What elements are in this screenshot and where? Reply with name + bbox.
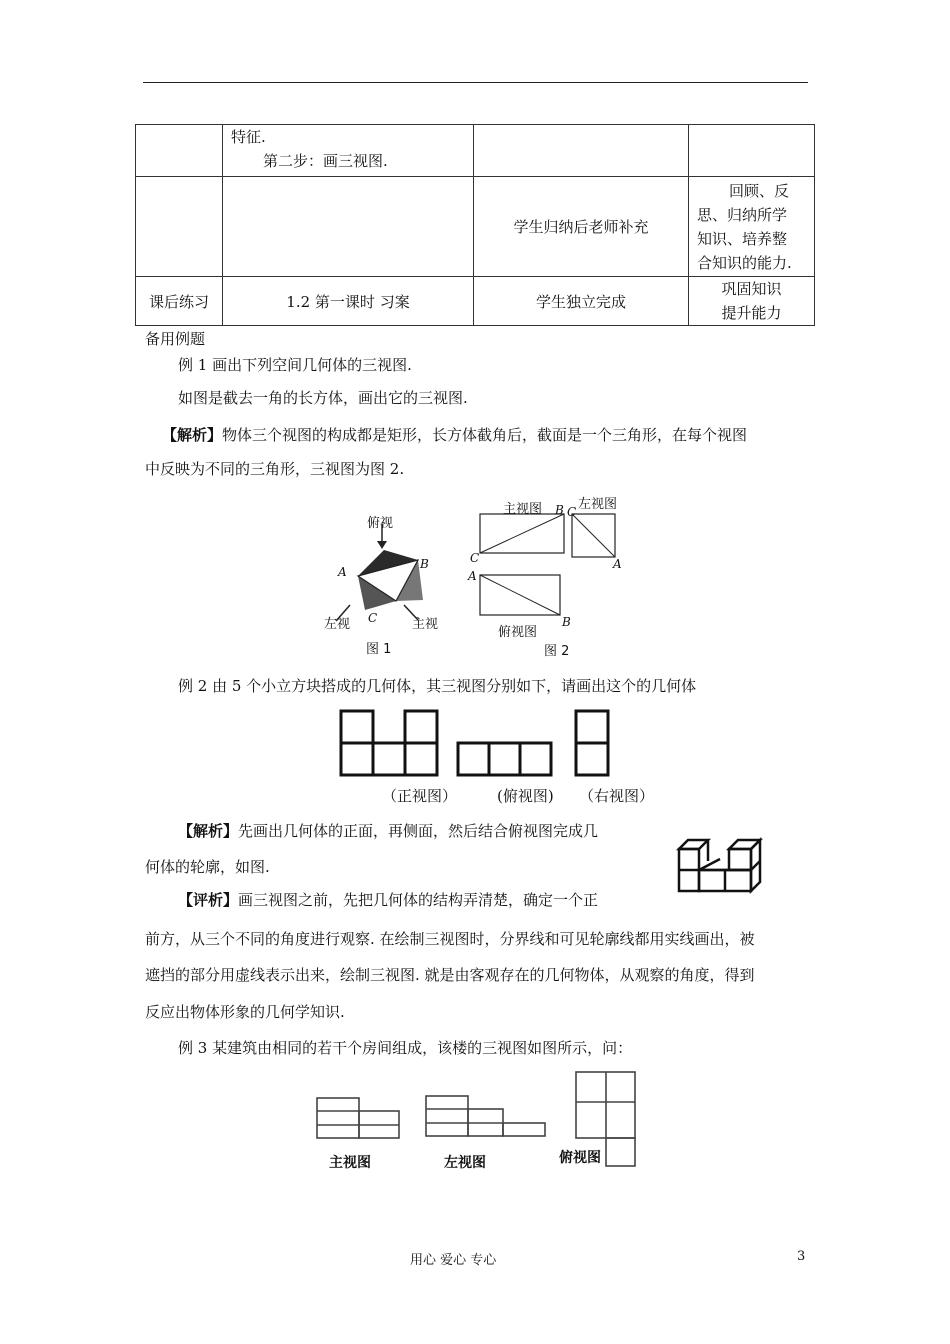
table-cell: 1.2 第一课时 习案 (223, 277, 474, 326)
figure2-point-c: C (470, 551, 480, 565)
table-cell: 课后练习 (136, 277, 223, 326)
analysis-text: 物体三个视图的构成都是矩形，长方体截角后，截面是一个三角形，在每个视图 (222, 426, 748, 444)
example3-left-caption: 左视图 (444, 1155, 486, 1171)
figure2-diagram (460, 495, 635, 645)
figure1-point-c: C (368, 611, 378, 625)
cell-text: 回顾、反 (729, 181, 790, 200)
backup-title: 备用例题 (145, 330, 206, 348)
top-view-cell (458, 743, 489, 775)
cell-text: 巩固知识 (721, 280, 782, 298)
example1-analysis (162, 425, 747, 445)
example2-comment-line3: 遮挡的部分用虚线表示出来，绘制三视图. 就是由客观存在的几何物体，从观察的角度，得到 (145, 966, 755, 984)
cell-text: 提升能力 (721, 304, 782, 322)
figure1-main-view-label: 主视 (412, 617, 439, 632)
figure2-caption: 图 2 (544, 644, 570, 659)
right-view-cell (576, 743, 608, 775)
figure1-caption: 图 1 (366, 642, 392, 657)
table-cell (689, 277, 815, 326)
example1-desc: 如图是截去一角的长方体，画出它的三视图. (178, 389, 468, 407)
example2-analysis (178, 821, 598, 841)
right-view-cell (576, 711, 608, 743)
table-row (136, 177, 815, 277)
front-view-cell (405, 743, 437, 775)
figure1-left-view-label: 左视 (324, 617, 351, 632)
front-view-cell (373, 743, 405, 775)
figure2-point-b: B (555, 503, 564, 517)
table-cell (689, 177, 815, 277)
top-view-cell (520, 743, 551, 775)
top-view-cell (489, 743, 520, 775)
example2-comment-line2: 前方，从三个不同的角度进行观察. 在绘制三视图时，分界线和可见轮廓线都用实线画出，被 (145, 930, 755, 948)
figure2-point-c-left: C (567, 505, 577, 519)
example3-heading: 例 3 某建筑由相同的若干个房间组成，该楼的三视图如图所示，问： (178, 1039, 633, 1057)
example3-main-caption: 主视图 (329, 1155, 371, 1171)
example2-comment (178, 890, 598, 910)
figure2-main-view-label: 主视图 (503, 502, 543, 517)
table-cell: 学生独立完成 (474, 277, 689, 326)
example2-analysis-cont: 何体的轮廓，如图. (145, 858, 270, 876)
example1-heading: 例 1 画出下列空间几何体的三视图. (178, 356, 412, 374)
example2-three-views (338, 708, 618, 778)
example1-analysis-cont: 中反映为不同的三角形，三视图为图 2. (145, 460, 405, 478)
header-rule (143, 82, 808, 83)
figure1-top-view-label: 俯视 (367, 516, 394, 531)
footer-motto: 用心 爱心 专心 (410, 1253, 497, 1268)
figure2-point-a: A (468, 569, 477, 583)
right-view-caption: （右视图） (579, 787, 655, 805)
lesson-table (135, 124, 815, 326)
figure2-point-a-left: A (613, 557, 622, 571)
front-view-cell (405, 711, 437, 743)
figure2-top-view-label: 俯视图 (498, 625, 538, 640)
front-view-caption: （正视图） (382, 787, 458, 805)
figure2-point-b-top: B (562, 615, 571, 629)
cell-text: 特征. (231, 128, 266, 146)
analysis-text: 先画出几何体的正面，再侧面，然后结合俯视图完成几 (238, 822, 599, 840)
comment-tag: 【评析】 (178, 891, 239, 909)
front-view-cell (341, 743, 373, 775)
figure2-left-view-label: 左视图 (578, 497, 618, 512)
example2-heading: 例 2 由 5 个小立方块搭成的几何体，其三视图分别如下，请画出这个的几何体 (178, 677, 697, 695)
analysis-tag: 【解析】 (162, 426, 223, 444)
cell-text: 合知识的能力. (697, 253, 792, 272)
figure1-point-a: A (338, 565, 347, 579)
page-number: 3 (797, 1249, 806, 1264)
table-cell: 学生归纳后老师补充 (474, 177, 689, 277)
front-view-cell (341, 711, 373, 743)
table-row (136, 277, 815, 326)
analysis-tag: 【解析】 (178, 822, 239, 840)
table-cell (223, 125, 474, 177)
cell-text: 知识、培养整 (697, 229, 788, 248)
example3-top-caption: 俯视图 (559, 1150, 601, 1166)
figure1-point-b: B (420, 557, 429, 571)
comment-text: 画三视图之前，先把几何体的结构弄清楚，确定一个正 (238, 891, 599, 909)
cell-text: 第二步：画三视图. (263, 152, 388, 170)
table-row (136, 125, 815, 177)
example2-comment-line4: 反应出物体形象的几何学知识. (145, 1003, 345, 1021)
top-view-caption: (俯视图) (497, 787, 554, 805)
example2-solid-sketch (676, 833, 771, 895)
cell-text: 思、归纳所学 (697, 205, 788, 224)
